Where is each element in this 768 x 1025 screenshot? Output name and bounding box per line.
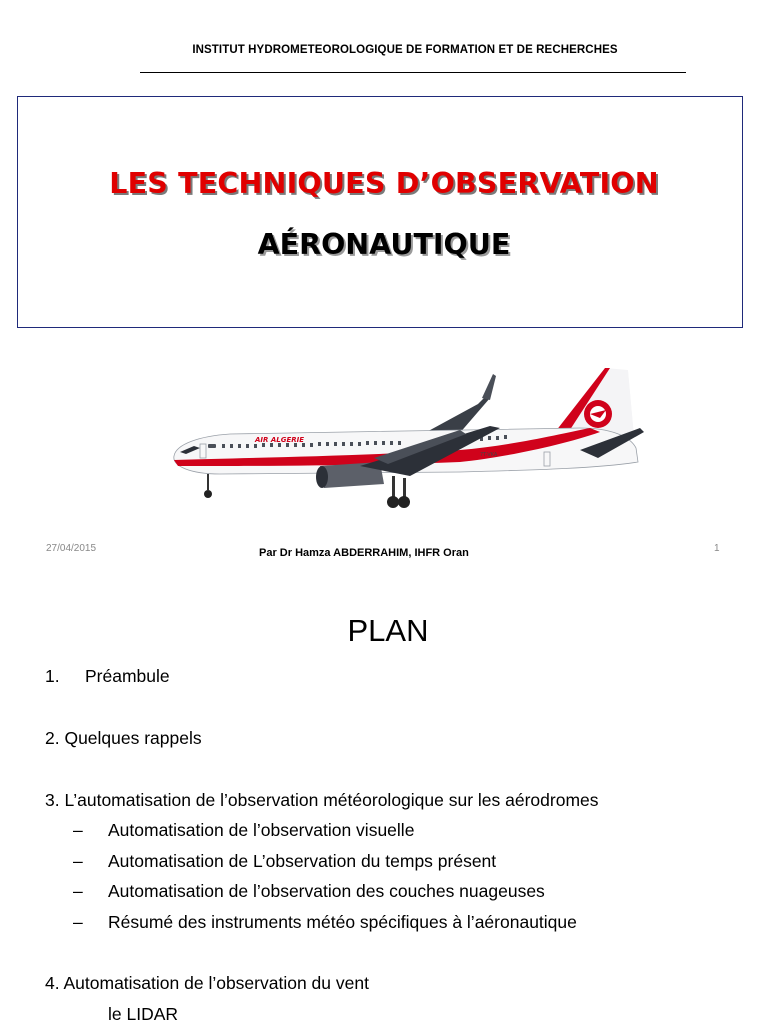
registration-text: 7T-VKA (480, 452, 498, 458)
airplane-image (160, 366, 650, 512)
plan-title: PLAN (347, 613, 429, 648)
dash-bullet: – (73, 820, 83, 840)
plan-subitem (73, 881, 633, 905)
dash-bullet: – (73, 912, 83, 932)
dash-bullet: – (73, 851, 83, 871)
footer-date: 27/04/2015 (46, 543, 97, 554)
plan-subitem-text: Automatisation de l’observation visuelle (108, 820, 415, 840)
plan-item-2: 2. Quelques rappels (45, 728, 202, 748)
plan-item-1-number: 1. (45, 666, 60, 686)
slide-title-line-1: LES TECHNIQUES D’OBSERVATION (109, 167, 659, 200)
plan-subitem (73, 912, 673, 936)
header-rule (140, 72, 686, 73)
footer-author: Par Dr Hamza ABDERRAHIM, IHFR Oran (259, 547, 469, 559)
plan-subitem (73, 820, 633, 844)
plan-item-4-sub: le LIDAR (108, 1004, 179, 1024)
plan-item-1-text: Préambule (85, 666, 170, 686)
livery-text: AIR ALGERIE (255, 436, 305, 444)
dash-bullet: – (73, 881, 83, 901)
institute-header: INSTITUT HYDROMETEOROLOGIQUE DE FORMATION ET DE RECHERCHES (192, 44, 618, 56)
plan-subitem-text: Automatisation de l’observation des couches nuageuses (108, 881, 545, 901)
plan-item-1 (45, 666, 170, 687)
plan-item-3: 3. L’automatisation de l’observation météorologique sur les aérodromes (45, 790, 599, 810)
plan-subitem-text: Automatisation de L’observation du temps présent (108, 851, 497, 871)
plan-item-4: 4. Automatisation de l’observation du vent (45, 973, 369, 993)
plan-subitem-text: Résumé des instruments météo spécifiques à l’aéronautique (108, 912, 577, 932)
title-box (17, 96, 743, 328)
slide-title-line-2: AÉRONAUTIQUE (257, 228, 511, 261)
footer-page-number: 1 (714, 543, 720, 554)
plan-subitem (73, 851, 633, 875)
